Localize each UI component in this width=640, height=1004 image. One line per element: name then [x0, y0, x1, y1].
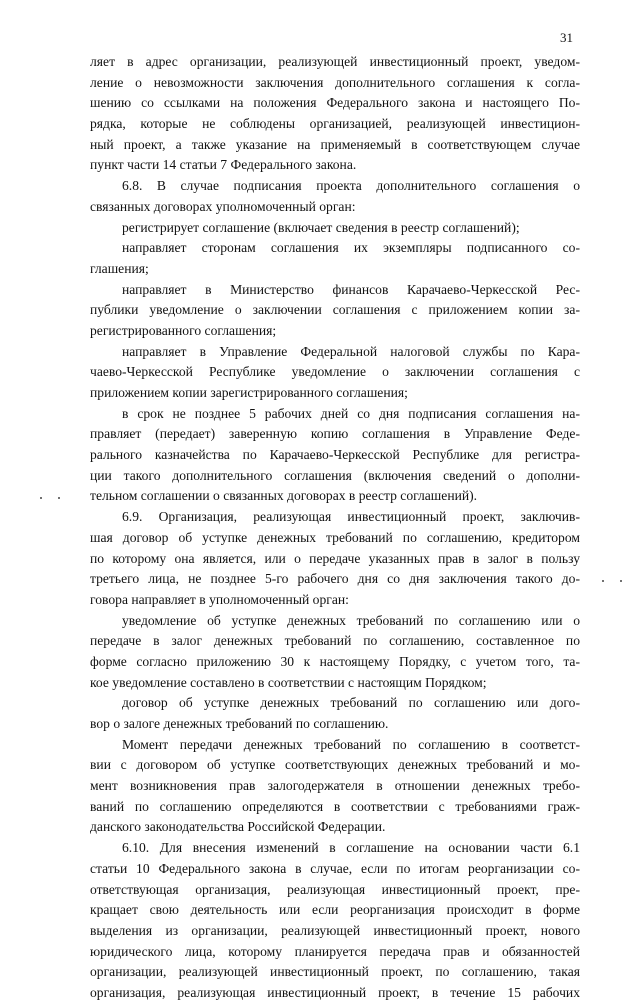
text-line: выделения из организации, реализующей инвестиционный проект, нового — [90, 922, 580, 938]
text-line: уведомление об уступке денежных требований по соглашению или о — [122, 612, 580, 628]
scan-speck — [40, 497, 42, 499]
text-line: публики уведомление о заключении соглашения с приложением копии за- — [90, 302, 580, 318]
text-line: шению со ссылками на положения Федерального закона и настоящего По- — [90, 95, 580, 111]
text-line: кое уведомление составлено в соответствии с настоящим Порядком; — [90, 674, 487, 690]
text-line: 6.9. Организация, реализующая инвестиционный проект, заключив- — [122, 509, 580, 525]
text-line: мент возникновения прав залогодержателя в отношении денежных требо- — [90, 778, 580, 794]
text-line: направляет сторонам соглашения их экземпляры подписанного со- — [122, 240, 580, 256]
text-line: ответствующая организация, реализующая инвестиционный проект, пре- — [90, 881, 580, 897]
text-line: кращает свою деятельность или если реорганизация происходит в форме — [90, 902, 580, 918]
text-line: ление о невозможности заключения дополнительного соглашения к согла- — [90, 74, 580, 90]
text-line: 6.8. В случае подписания проекта дополнительного соглашения о — [122, 178, 580, 194]
text-line: говора направляет в уполномоченный орган: — [90, 591, 349, 607]
text-line: шая договор об уступке денежных требований по соглашению, кредитором — [90, 529, 580, 545]
text-line: вии с договором об уступке соответствующих денежных требований и мо- — [90, 757, 580, 773]
text-line: направляет в Управление Федеральной налоговой службы по Кара- — [122, 343, 580, 359]
text-line: в срок не позднее 5 рабочих дней со дня подписания соглашения на- — [122, 405, 580, 421]
text-line: правляет (передает) заверенную копию соглашения в Управление Феде- — [90, 426, 580, 442]
text-line: организации, реализующей инвестиционный проект, по соглашению, такая — [90, 964, 580, 980]
scan-speck — [602, 580, 604, 582]
text-line: чаево-Черкесской Республике уведомление о заключении соглашения с — [90, 364, 580, 380]
text-line: передаче в залог денежных требований по соглашению, составленное по — [90, 633, 580, 649]
text-line: ции такого дополнительного соглашения (включения сведений о дополни- — [90, 467, 580, 483]
scan-speck — [58, 497, 60, 499]
text-line: данского законодательства Российской Федерации. — [90, 819, 386, 835]
text-line: договор об уступке денежных требований по соглашению или дого- — [122, 695, 580, 711]
text-line: статьи 10 Федерального закона в случае, если по итогам реорганизации со- — [90, 860, 580, 876]
text-line: рального казначейства по Карачаево-Черкесской Республике для регистра- — [90, 447, 580, 463]
text-line: приложением копии зарегистрированного соглашения; — [90, 385, 408, 400]
text-line: глашения; — [90, 260, 149, 276]
text-line: тельном соглашении о связанных договорах в реестр соглашений). — [90, 488, 478, 504]
scan-speck — [620, 580, 622, 582]
text-line: Момент передачи денежных требований по соглашению в соответст- — [122, 736, 580, 752]
text-line: вор о залоге денежных требований по соглашению. — [90, 716, 389, 731]
text-line: по которому она является, или о передаче указанных прав в залог в пользу — [90, 550, 580, 566]
text-line: регистрированного соглашения; — [90, 322, 277, 338]
text-line: 6.10. Для внесения изменений в соглашение на основании части 6.1 — [122, 840, 580, 856]
text-line: регистрирует соглашение (включает сведения в реестр соглашений); — [122, 219, 520, 235]
text-line: третьего лица, не позднее 5-го рабочего дня со дня заключения такого до- — [90, 571, 580, 587]
document-body — [90, 52, 580, 1004]
text-line: юридического лица, которому планируется передача прав и обязанностей — [90, 943, 580, 959]
text-line: ляет в адрес организации, реализующей инвестиционный проект, уведом- — [90, 54, 580, 69]
text-line: связанных договорах уполномоченный орган: — [90, 198, 356, 214]
text-line: рядка, которые не соблюдены организацией, реализующей инвестицион- — [90, 116, 580, 132]
text-line: организация, реализующая инвестиционный проект, в течение 15 рабочих — [90, 984, 580, 1000]
page-number: 31 — [560, 30, 573, 45]
text-line: форме согласно приложению 30 к настоящему Порядку, с учетом того, та- — [90, 653, 580, 669]
text-line: ваний по соглашению определяются в соответствии с требованиями граж- — [90, 798, 580, 814]
text-line: пункт части 14 статьи 7 Федерального закона. — [90, 157, 357, 173]
text-line: ный проект, а также указание на применяемый в соответствующем случае — [90, 136, 580, 152]
text-line: направляет в Министерство финансов Карачаево-Черкесской Рес- — [122, 281, 580, 297]
